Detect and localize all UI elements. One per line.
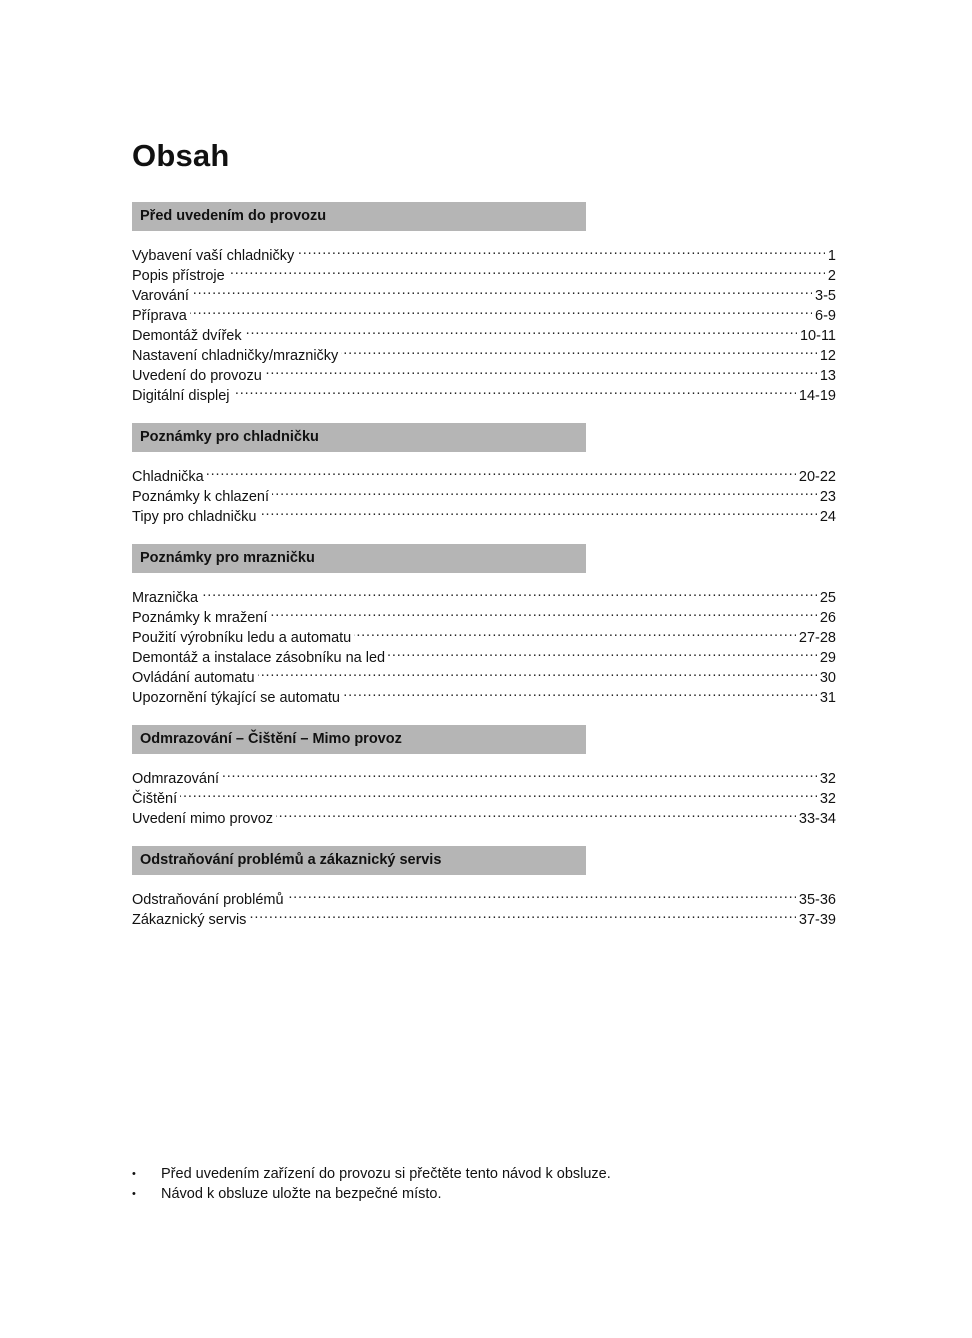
dot-leader [192,280,812,300]
toc-entry[interactable] [132,763,836,787]
toc-entry-label: Zákaznický servis [132,912,247,928]
toc-entry-page: 30 [819,670,836,686]
dot-leader [270,602,816,622]
toc-section-freezer-notes [132,544,836,706]
notes-list [132,1164,611,1204]
bullet-icon: • [132,1168,136,1180]
toc-entry-label: Vybavení vaší chladničky [132,248,295,264]
toc-entry[interactable] [132,884,836,908]
toc-entry-page: 33-34 [798,811,836,827]
page-title: Obsah [132,138,230,173]
dot-leader [276,803,796,823]
dot-leader [354,622,796,642]
toc-entry-label: Digitální displej [132,388,230,404]
toc-section-before-operation [132,202,836,404]
dot-leader [341,340,817,360]
dot-leader [180,783,817,803]
toc-entry-label: Odmrazování [132,771,220,787]
section-header: Odstraňování problémů a zákaznický servis [132,846,586,875]
dot-leader [222,763,817,783]
toc-entry-label: Chladnička [132,469,204,485]
toc-entry[interactable] [132,280,836,304]
dot-leader [249,904,795,924]
toc-entry-label: Použití výrobníku ledu a automatu [132,630,352,646]
note-item [132,1184,611,1204]
toc-entry-page: 13 [819,368,836,384]
toc-entry-label: Mraznička [132,590,199,606]
section-header: Odmrazování – Čištění – Mimo provoz [132,725,586,754]
toc-entry-label: Varování [132,288,189,304]
dot-leader [233,380,796,400]
toc-entry-page: 6-9 [815,308,836,324]
toc-entry[interactable] [132,582,836,606]
toc-entry-label: Příprava [132,308,187,324]
toc-entry[interactable] [132,803,836,827]
toc-entry-page: 25 [819,590,836,606]
toc-entry-page: 37-39 [798,912,836,928]
dot-leader [245,320,797,340]
section-header: Poznámky pro mrazničku [132,544,586,573]
toc-entry-page: 14-19 [798,388,836,404]
toc-entry-label: Upozornění týkající se automatu [132,690,340,706]
toc-entry[interactable] [132,300,836,324]
toc-entry-page: 35-36 [798,892,836,908]
toc-entry-label: Demontáž a instalace zásobníku na led [132,650,386,666]
toc-entry[interactable] [132,260,836,284]
toc-entry-page: 32 [819,791,836,807]
toc-entry-page: 2 [827,268,836,284]
toc-entry-label: Poznámky k chlazení [132,489,270,505]
toc-entry[interactable] [132,783,836,807]
note-item [132,1164,611,1184]
toc-entry-label: Čištění [132,791,178,807]
toc-section-troubleshooting [132,846,836,928]
section-header: Před uvedením do provozu [132,202,586,231]
toc-entry-label: Poznámky k mražení [132,610,268,626]
toc-entry-page: 10-11 [799,328,836,344]
toc-section-defrost-cleaning [132,725,836,827]
toc-section-fridge-notes [132,423,836,525]
dot-leader [201,582,817,602]
dot-leader [207,461,796,481]
toc-entry-page: 32 [819,771,836,787]
toc-entry-page: 12 [819,348,836,364]
dot-leader [287,884,796,904]
note-text: Návod k obsluze uložte na bezpečné místo. [161,1186,442,1202]
toc-entry-page: 31 [819,690,836,706]
toc-entry[interactable] [132,320,836,344]
toc-entry[interactable] [132,380,836,404]
toc-entry-label: Popis přístroje [132,268,225,284]
dot-leader [259,501,816,521]
toc-entry-label: Nastavení chladničky/mrazničky [132,348,339,364]
dot-leader [265,360,817,380]
toc-entry-page: 26 [819,610,836,626]
dot-leader [228,260,825,280]
toc-entry[interactable] [132,240,836,264]
toc-entry-page: 1 [827,248,836,264]
toc-entry[interactable] [132,602,836,626]
toc-entry-label: Uvedení mimo provoz [132,811,274,827]
toc-entry-label: Ovládání automatu [132,670,255,686]
dot-leader [190,300,812,320]
toc-entry-label: Tipy pro chladničku [132,509,257,525]
toc-entry-page: 3-5 [815,288,836,304]
dot-leader [388,642,817,662]
section-header: Poznámky pro chladničku [132,423,586,452]
toc-entry-label: Uvedení do provozu [132,368,262,384]
toc-entry[interactable] [132,461,836,485]
bullet-icon: • [132,1188,136,1200]
dot-leader [343,682,817,702]
note-text: Před uvedením zařízení do provozu si přečtěte tento návod k obsluze. [161,1166,611,1182]
toc-entry-label: Odstraňování problémů [132,892,284,908]
dot-leader [297,240,825,260]
toc-entry-page: 24 [819,509,836,525]
toc-entry-page: 23 [819,489,836,505]
toc-entry-page: 27-28 [798,630,836,646]
toc-entry-page: 29 [819,650,836,666]
toc-entry[interactable] [132,481,836,505]
dot-leader [258,662,817,682]
toc-entry-page: 20-22 [798,469,836,485]
toc-entry-label: Demontáž dvířek [132,328,242,344]
dot-leader [272,481,817,501]
